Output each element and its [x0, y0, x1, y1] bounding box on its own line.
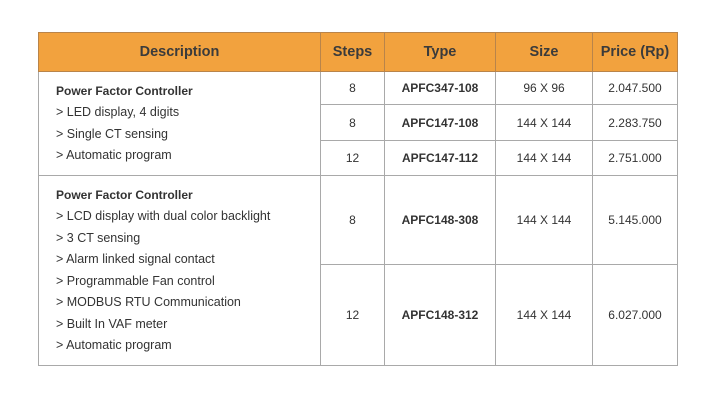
type-cell: APFC148-312	[385, 265, 496, 366]
feature-line: > Built In VAF meter	[56, 316, 168, 331]
table-row	[39, 72, 678, 105]
price-cell: 2.047.500	[593, 72, 678, 105]
feature-line: > Automatic program	[56, 148, 172, 162]
steps-cell: 8	[321, 72, 385, 105]
description-cell	[39, 72, 321, 176]
steps-cell: 8	[321, 176, 385, 265]
type-cell: APFC148-308	[385, 176, 496, 265]
feature-line: > Programmable Fan control	[56, 273, 215, 288]
feature-line: > 3 CT sensing	[56, 230, 141, 245]
type-cell: APFC147-112	[385, 141, 496, 176]
steps-cell: 12	[321, 265, 385, 366]
price-table	[38, 32, 678, 366]
header-steps: Steps	[321, 33, 385, 72]
feature-line: > MODBUS RTU Communication	[56, 295, 241, 309]
header-type: Type	[385, 33, 496, 72]
header-description: Description	[39, 33, 321, 72]
price-cell: 6.027.000	[593, 265, 678, 366]
table-header-row	[39, 33, 678, 72]
price-cell: 2.751.000	[593, 141, 678, 176]
product-title: Power Factor Controller	[56, 83, 193, 98]
feature-line: > Automatic program	[56, 338, 172, 352]
size-cell: 144 X 144	[496, 141, 593, 176]
product-title: Power Factor Controller	[56, 187, 193, 202]
feature-line: > LCD display with dual color backlight	[56, 209, 271, 223]
steps-cell: 8	[321, 105, 385, 141]
type-cell: APFC147-108	[385, 105, 496, 141]
size-cell: 144 X 144	[496, 176, 593, 265]
price-cell: 2.283.750	[593, 105, 678, 141]
size-cell: 96 X 96	[496, 72, 593, 105]
header-price: Price (Rp)	[593, 33, 678, 72]
size-cell: 144 X 144	[496, 265, 593, 366]
description-cell	[39, 176, 321, 366]
steps-cell: 12	[321, 141, 385, 176]
header-size: Size	[496, 33, 593, 72]
table-row	[39, 176, 678, 265]
price-cell: 5.145.000	[593, 176, 678, 265]
feature-line: > LED display, 4 digits	[56, 105, 180, 119]
type-cell: APFC347-108	[385, 72, 496, 105]
feature-line: > Single CT sensing	[56, 126, 168, 141]
feature-line: > Alarm linked signal contact	[56, 252, 215, 266]
size-cell: 144 X 144	[496, 105, 593, 141]
